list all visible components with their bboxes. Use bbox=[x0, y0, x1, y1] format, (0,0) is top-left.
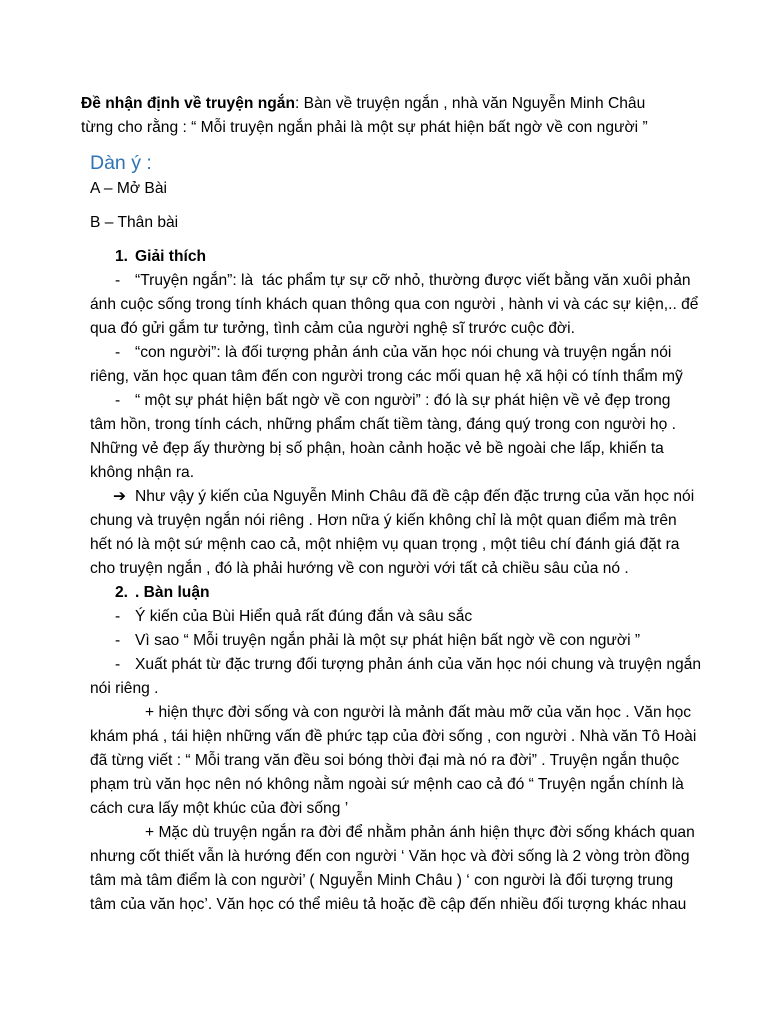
part-a-heading: A – Mở Bài bbox=[90, 180, 167, 197]
bullet: - bbox=[115, 656, 121, 673]
paragraph-line: Xuất phát từ đặc trưng đối tượng phản ánh của văn học nói chung và truyện ngắn bbox=[135, 656, 702, 673]
paragraph-line: phạm trù văn học nên nó không nằm ngoài sứ mệnh cao cả đó “ Truyện ngắn chính là bbox=[90, 776, 684, 793]
part-b-heading: B – Thân bài bbox=[90, 214, 179, 231]
intro-line-1 bbox=[81, 94, 645, 114]
conclusion-line: cho truyện ngắn , đó là phải hướng về con người với tất cả chiều sâu của nó . bbox=[90, 560, 629, 577]
bullet: - bbox=[115, 608, 121, 625]
paragraph-line: “ một sự phát hiện bất ngờ về con người” : đó là sự phát hiện về vẻ đẹp trong bbox=[135, 392, 671, 409]
paragraph-line: “Truyện ngắn”: là tác phẩm tự sự cỡ nhỏ, thường được viết bằng văn xuôi phản bbox=[135, 272, 691, 289]
section-1-number: 1. bbox=[115, 248, 129, 265]
intro-line-1-rest: : Bàn về truyện ngắn , nhà văn Nguyễn Minh Châu bbox=[295, 95, 646, 112]
paragraph-line: nhưng cốt thiết vẫn là hướng đến con người ‘ Văn học và đời sống là 2 vòng tròn đồng bbox=[90, 848, 690, 865]
conclusion-line: chung và truyện ngắn nói riêng . Hơn nữa ý kiến không chỉ là một quan điểm mà trên bbox=[90, 512, 677, 529]
bullet: - bbox=[115, 392, 121, 409]
paragraph-line: nói riêng . bbox=[90, 680, 159, 697]
paragraph-line: + hiện thực đời sống và con người là mảnh đất màu mỡ của văn học . Văn học bbox=[145, 704, 692, 721]
paragraph-line: tâm hồn, trong tính cách, những phẩm chất tiềm tàng, đáng quý trong con người họ . bbox=[90, 416, 676, 433]
paragraph-line: + Mặc dù truyện ngắn ra đời để nhằm phản ánh hiện thực đời sống khách quan bbox=[145, 824, 695, 841]
intro-bold-label: Đề nhận định về truyện ngắn bbox=[81, 95, 296, 112]
conclusion-line: hết nó là một sứ mệnh cao cả, một nhiệm vụ quan trọng , một tiêu chí đánh giá đặt ra bbox=[90, 536, 680, 553]
arrow-icon: ➔ bbox=[113, 488, 127, 505]
section-2-number: 2. bbox=[115, 584, 129, 601]
paragraph-line: tâm mà tâm điểm là con người’ ( Nguyễn Minh Châu ) ‘ con người là đối tượng trung bbox=[90, 872, 674, 889]
section-1-title: Giải thích bbox=[135, 248, 207, 265]
paragraph-line: Ý kiến của Bùi Hiển quả rất đúng đắn và sâu sắc bbox=[135, 608, 473, 625]
paragraph-line: khám phá , tái hiện những vấn đề phức tạp của đời sống , con người . Nhà văn Tô Hoài bbox=[90, 728, 697, 745]
paragraph-line: “con người”: là đối tượng phản ánh của văn học nói chung và truyện ngắn nói bbox=[135, 344, 672, 361]
paragraph-line: ánh cuộc sống trong tính khách quan thông qua con người , hành vi và các sự kiện,.. để bbox=[90, 296, 699, 313]
paragraph-line: tâm của văn học’. Văn học có thể miêu tả hoặc đề cập đến nhiều đối tượng khác nhau bbox=[90, 896, 687, 913]
paragraph-line: đã từng viết : “ Mỗi trang văn đều soi bóng thời đại mà nó ra đời” . Truyện ngắn thuộc bbox=[90, 752, 680, 769]
outline-heading: Dàn ý : bbox=[90, 152, 152, 174]
bullet: - bbox=[115, 632, 121, 649]
intro-line-2: từng cho rằng : “ Mỗi truyện ngắn phải là một sự phát hiện bất ngờ về con người ” bbox=[81, 119, 648, 136]
paragraph-line: riêng, văn học quan tâm đến con người trong các mối quan hệ xã hội có tính thẩm mỹ bbox=[90, 368, 683, 385]
section-2-title: . Bàn luận bbox=[135, 584, 210, 601]
bullet: - bbox=[115, 272, 121, 289]
paragraph-line: Những vẻ đẹp ấy thường bị số phận, hoàn cảnh hoặc vẻ bề ngoài che lấp, khiến ta bbox=[90, 440, 664, 457]
paragraph-line: không nhận ra. bbox=[90, 464, 195, 481]
paragraph-line: qua đó gửi gắm tư tưởng, tình cảm của người nghệ sĩ trước cuộc đời. bbox=[90, 320, 575, 337]
paragraph-line: Vì sao “ Mỗi truyện ngắn phải là một sự phát hiện bất ngờ về con người ” bbox=[135, 632, 641, 649]
conclusion-line: Như vậy ý kiến của Nguyễn Minh Châu đã đề cập đến đặc trưng của văn học nói bbox=[135, 488, 695, 505]
bullet: - bbox=[115, 344, 121, 361]
paragraph-line: cách cưa lấy một khúc của đời sống ’ bbox=[90, 800, 349, 817]
